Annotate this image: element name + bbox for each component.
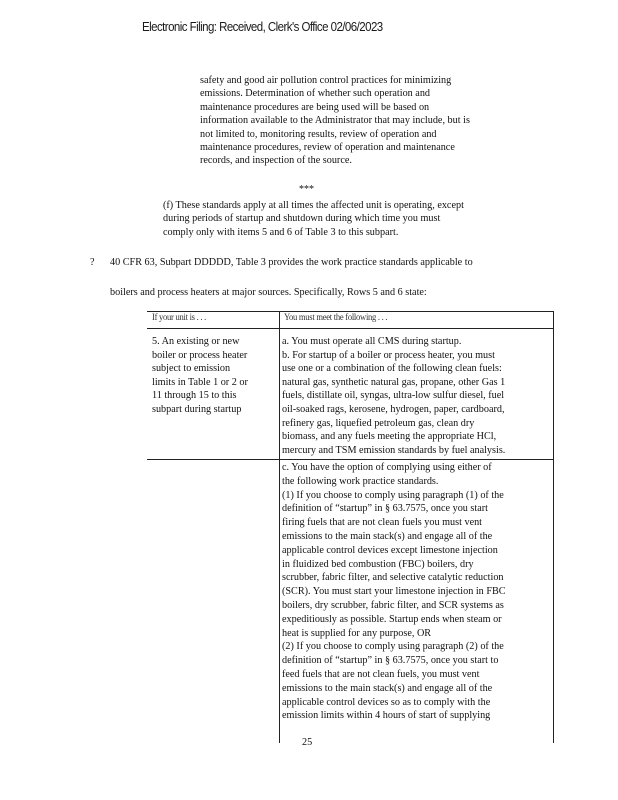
cell-line: (2) If you choose to comply using paragraph (2) of the bbox=[282, 641, 504, 653]
indented-quote-block bbox=[200, 74, 530, 168]
cell-line: heat is supplied for any purpose, OR bbox=[282, 627, 432, 639]
cell-line: expeditiously as possible. Startup ends when steam or bbox=[282, 613, 502, 625]
table-top-border bbox=[147, 311, 554, 312]
paragraph-f bbox=[163, 199, 543, 239]
cell-line: c. You have the option of complying using either of bbox=[282, 462, 492, 473]
quote-line: maintenance procedures, review of operation and maintenance bbox=[200, 142, 455, 154]
section-break-stars: *** bbox=[299, 184, 314, 195]
page-number: 25 bbox=[302, 737, 313, 748]
cell-line: feed fuels that are not clean fuels, you must vent bbox=[282, 668, 480, 680]
cell-line: emission limits within 4 hours of start of supplying bbox=[282, 710, 491, 722]
row5-requirement-cell-c bbox=[282, 461, 554, 723]
table-header-col1: If your unit is . . . bbox=[152, 313, 206, 323]
cell-line: limits in Table 1 or 2 or bbox=[152, 376, 248, 388]
table-header-divider bbox=[147, 328, 554, 329]
cell-line: boiler or process heater bbox=[152, 349, 248, 361]
cell-line: applicable control devices so as to comply with the bbox=[282, 696, 491, 708]
filing-header: Electronic Filing: Received, Clerk's Office 02/06/2023 bbox=[142, 20, 383, 34]
cell-line: refinery gas, liquefied petroleum gas, clean dry bbox=[282, 417, 475, 429]
cell-line: in fluidized bed combustion (FBC) boilers, dry bbox=[282, 558, 474, 570]
cell-line: biomass, and any fuels meeting the appropriate HCl, bbox=[282, 431, 497, 443]
cell-line: (SCR). You must start your limestone injection in FBC bbox=[282, 586, 506, 598]
table-header-col2: You must meet the following . . . bbox=[284, 313, 388, 323]
cell-line: 11 through 15 to this bbox=[152, 390, 237, 402]
cell-line: oil-soaked rags, kerosene, hydrogen, paper, cardboard, bbox=[282, 403, 505, 415]
quote-line: not limited to, monitoring results, review of operation and bbox=[200, 128, 437, 140]
cell-line: subpart during startup bbox=[152, 403, 242, 415]
cell-line: scrubber, fabric filter, and selective catalytic reduction bbox=[282, 572, 504, 584]
cell-line: natural gas, synthetic natural gas, propane, other Gas 1 bbox=[282, 376, 506, 388]
quote-line: safety and good air pollution control practices for minimizing bbox=[200, 75, 452, 86]
paragraph-line: comply only with items 5 and 6 of Table 3 to this subpart. bbox=[163, 226, 399, 238]
paragraph-line: during periods of startup and shutdown during which time you must bbox=[163, 213, 441, 225]
cell-line: (1) If you choose to comply using paragraph (1) of the bbox=[282, 489, 504, 501]
cell-line: emissions to the main stack(s) and engage all of the bbox=[282, 530, 493, 542]
quote-line: maintenance procedures are being used will be based on bbox=[200, 101, 430, 113]
bullet-text-line-1: 40 CFR 63, Subpart DDDDD, Table 3 provides the work practice standards applicable to bbox=[110, 257, 473, 268]
cell-line: definition of “startup” in § 63.7575, once you start bbox=[282, 503, 488, 515]
paragraph-line: (f) These standards apply at all times the affected unit is operating, except bbox=[163, 200, 464, 211]
quote-line: emissions. Determination of whether such operation and bbox=[200, 88, 431, 100]
cell-line: mercury and TSM emission standards by fuel analysis. bbox=[282, 444, 506, 456]
cell-line: a. You must operate all CMS during startup. bbox=[282, 336, 462, 347]
bullet-text-line-2: boilers and process heaters at major sources. Specifically, Rows 5 and 6 state: bbox=[110, 287, 427, 298]
cell-line: subject to emission bbox=[152, 363, 231, 375]
cell-line: fuels, distillate oil, syngas, ultra-low sulfur diesel, fuel bbox=[282, 390, 505, 402]
quote-line: information available to the Administrator that may include, but is bbox=[200, 115, 470, 127]
cell-line: b. For startup of a boiler or process heater, you must bbox=[282, 349, 495, 361]
cell-line: applicable control devices except limestone injection bbox=[282, 544, 498, 556]
cell-line: firing fuels that are not clean fuels you must vent bbox=[282, 517, 483, 529]
cell-line: emissions to the main stack(s) and engage all of the bbox=[282, 682, 493, 694]
bullet-marker: ? bbox=[90, 257, 95, 268]
cell-line: boilers, dry scrubber, fabric filter, and SCR systems as bbox=[282, 599, 504, 611]
cell-line: use one or a combination of the following clean fuels: bbox=[282, 363, 502, 375]
row5-unit-cell bbox=[152, 335, 282, 417]
row5-requirement-cell-ab bbox=[282, 335, 554, 457]
cell-line: 5. An existing or new bbox=[152, 336, 240, 347]
cell-line: the following work practice standards. bbox=[282, 475, 439, 487]
quote-line: records, and inspection of the source. bbox=[200, 155, 352, 167]
table-row-divider bbox=[147, 459, 554, 460]
cell-line: definition of “startup” in § 63.7575, once you start to bbox=[282, 655, 499, 667]
